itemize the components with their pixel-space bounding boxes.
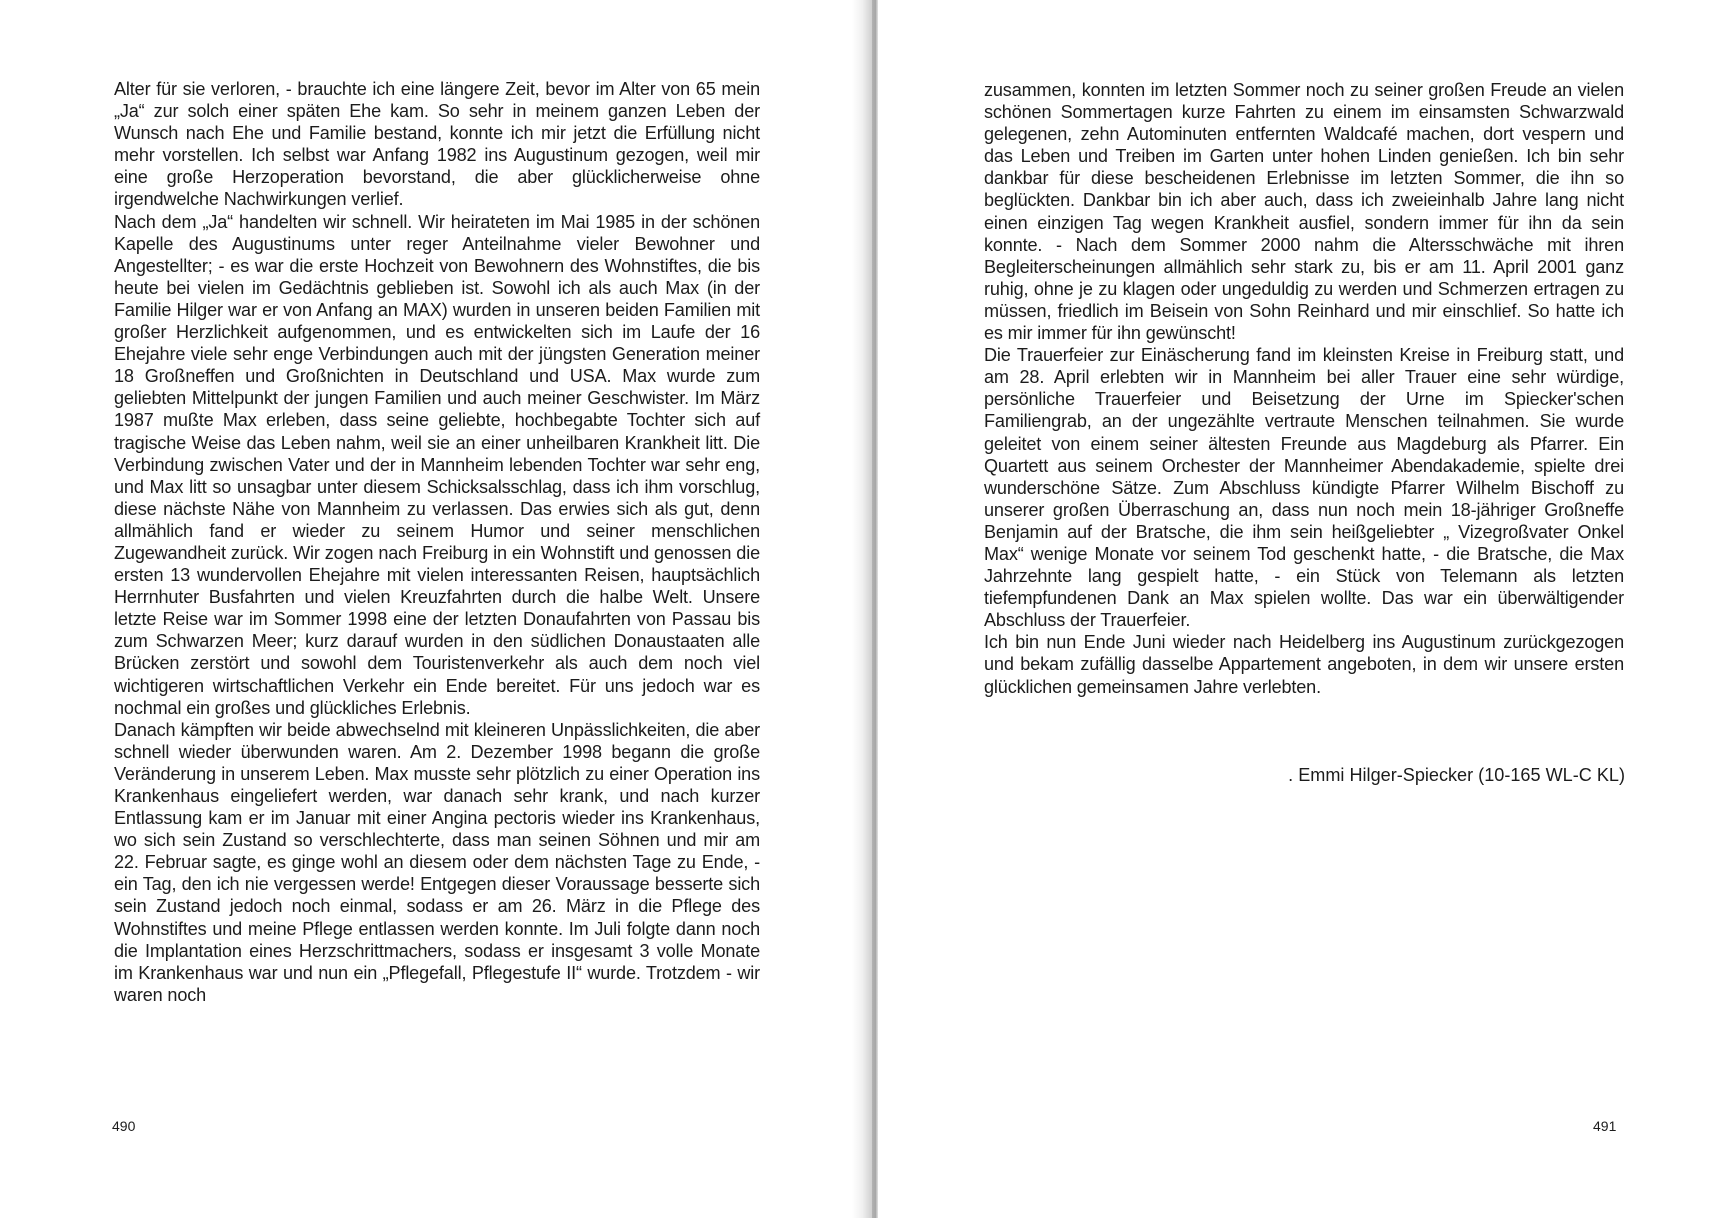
paragraph: Die Trauerfeier zur Einäscherung fand im kleinsten Kreise in Freiburg statt, und am 28. April erlebten wir in Mannheim bei aller Trauer eine sehr würdige, persönliche Trauerfeier und Beisetzung der Urne im Spiecker'schen Familiengrab, an der ungezählte vertraute Menschen teilnahmen. Sie wurde geleitet von einem seiner ältesten Freunde aus Magdeburg als Pfarrer. Ein Quartett aus seinem Orchester der Mannheimer Abendakademie, spielte drei wunderschöne Sätze. Zum Abschluss kündigte Pfarrer Wilhelm Bischoff zu unserer großen Überraschung an, dass nun noch mein 18-jähriger Großneffe Benjamin auf der Bratsche, die ihm sein heißgeliebter „ Vizegroßvater Onkel Max“ wenige Monate vor seinem Tod geschenkt hatte, - die Bratsche, die Max Jahrzehnte lang gespielt hatte, - ein Stück von Telemann als letzten tiefempfundenen Dank an Max spielen wollte. Das war ein überwältigender Abschluss der Trauerfeier. xyxy=(984,345,1624,631)
page-number-right: 491 xyxy=(1593,1118,1617,1134)
left-page-text xyxy=(114,78,760,1006)
paragraph: zusammen, konnten im letzten Sommer noch zu seiner großen Freude an vielen schönen Sommertagen kurze Fahrten zu einem im einsamsten Schwarzwald gelegenen, zehn Autominuten entfernten Waldcafé machen, dort vespern und das Leben und Treiben im Garten unter hohen Linden genießen. Ich bin sehr dankbar für diese bescheidenen Erlebnisse im letzten Sommer, die ihn so beglückten. Dankbar bin ich aber auch, dass ich zweieinhalb Jahre lang nicht einen einzigen Tag wegen Krankheit ausfiel, sondern immer für ihn da sein konnte. - Nach dem Sommer 2000 nahm die Altersschwäche mit ihren Begleiterscheinungen allmählich sehr stark zu, bis er am 11. April 2001 ganz ruhig, ohne je zu klagen oder ungeduldig zu werden und Schmerzen ertragen zu müssen, friedlich im Beisein von Sohn Reinhard und mir einschlief. So hatte ich es mir immer für ihn gewünscht! xyxy=(984,80,1624,344)
right-page-text xyxy=(984,79,1624,698)
paragraph: Nach dem „Ja“ handelten wir schnell. Wir heirateten im Mai 1985 in der schönen Kapelle des Augustinums unter reger Anteilnahme vieler Bewohner und Angestellter; - es war die erste Hochzeit von Bewohnern des Wohnstiftes, die bis heute bei vielen im Gedächtnis geblieben ist. Sowohl ich als auch Max (in der Familie Hilger war er von Anfang an MAX) wurden in unseren beiden Familien mit großer Herzlichkeit aufgenommen, und es entwickelten sich im Laufe der 16 Ehejahre viele sehr enge Verbindungen auch mit der jüngsten Generation meiner 18 Großneffen und Großnichten in Deutschland und USA. Max wurde zum geliebten Mittelpunkt der jungen Familien und auch meiner Geschwister. Im März 1987 mußte Max erleben, dass seine geliebte, hochbegabte Tochter sich auf tragische Weise das Leben nahm, weil sie an einer unheilbaren Krankheit litt. Die Verbindung zwischen Vater und der in Mannheim lebenden Tochter war sehr eng, und Max litt so unsagbar unter diesem Schicksalsschlag, dass ich ihm vorschlug, diese nächste Nähe von Mannheim zu verlassen. Das erwies sich als gut, denn allmählich fand er wieder zu seinem Humor und seiner menschlichen Zugewandheit zurück. Wir zogen nach Freiburg in ein Wohnstift und genossen die ersten 13 wundervollen Ehejahre mit vielen interessanten Reisen, hauptsächlich Herrnhuter Busfahrten und vielen Kreuzfahrten durch die halbe Welt. Unsere letzte Reise war im Sommer 1998 eine der letzten Donaufahrten von Passau bis zum Schwarzen Meer; kurz darauf wurden in den südlichen Donaustaaten alle Brücken zerstört und sowohl dem Touristenverkehr als auch dem noch viel wichtigeren wirtschaftlichen Verkehr ein Ende bereitet. Für uns jedoch war es nochmal ein großes und glückliches Erlebnis. xyxy=(114,211,760,718)
right-page xyxy=(870,0,1730,1218)
page-number-left: 490 xyxy=(112,1118,136,1134)
paragraph: Danach kämpften wir beide abwechselnd mit kleineren Unpässlichkeiten, die aber schnell wieder überwunden waren. Am 2. Dezember 1998 begann die große Veränderung in unserem Leben. Max musste sehr plötzlich zu einer Operation ins Krankenhaus eingeliefert werden, war danach sehr krank, und nach kurzer Entlassung kam er im Januar mit einer Angina pectoris wieder ins Krankenhaus, wo sich sein Zustand so verschlechterte, dass man seinen Söhnen und mir am 22. Februar sagte, es ginge wohl an diesem oder dem nächsten Tage zu Ende, - ein Tag, den ich nie vergessen werde! Entgegen dieser Voraussage besserte sich sein Zustand jedoch noch einmal, sodass er am 26. März in die Pflege des Wohnstiftes und meine Pflege entlassen werden konnte. Im Juli folgte dann noch die Implantation eines Herzschrittmachers, sodass er insgesamt 3 volle Monate im Krankenhaus war und nun ein „Pflegefall, Pflegestufe II“ wurde. Trotzdem - wir waren noch xyxy=(114,719,760,1005)
author-signature: . Emmi Hilger-Spiecker (10-165 WL-C KL) xyxy=(1288,765,1625,785)
paragraph: Ich bin nun Ende Juni wieder nach Heidelberg ins Augustinum zurückgezogen und bekam zufällig dasselbe Appartement angeboten, in dem wir unsere ersten glücklichen gemeinsamen Jahre verlebten. xyxy=(984,632,1624,697)
paragraph: Alter für sie verloren, - brauchte ich eine längere Zeit, bevor im Alter von 65 mein „Ja“ zur solch einer späten Ehe kam. So sehr in meinem ganzen Leben der Wunsch nach Ehe und Familie bestand, konnte ich mir jetzt die Erfüllung nicht mehr vorstellen. Ich selbst war Anfang 1982 ins Augustinum gezogen, weil mir eine große Herzoperation bevorstand, die aber glücklicherweise ohne irgendwelche Nachwirkungen verlief. xyxy=(114,79,760,210)
gutter-fold xyxy=(872,0,876,1218)
